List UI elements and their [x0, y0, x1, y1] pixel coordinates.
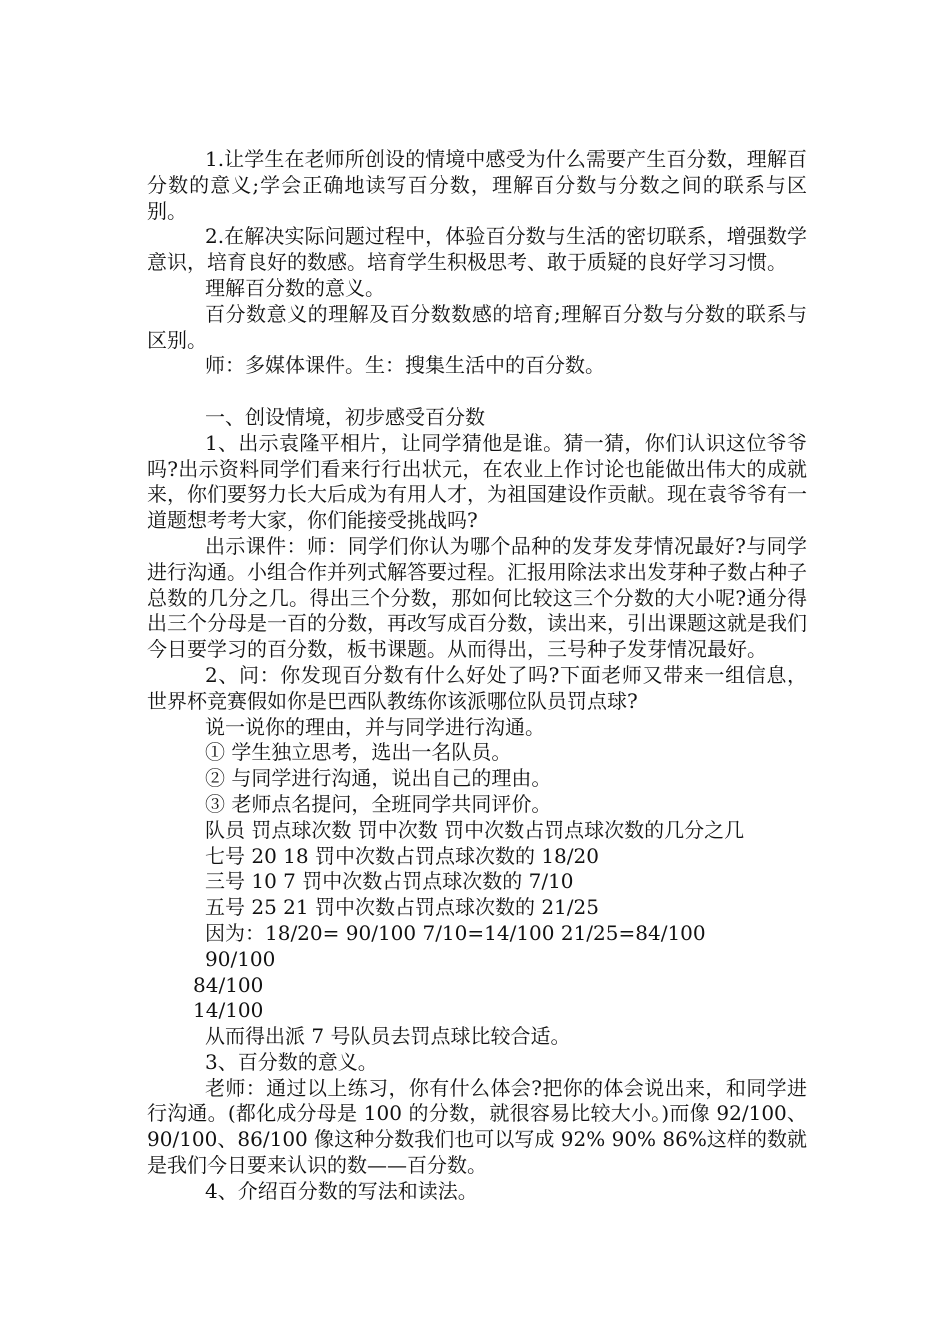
blank-line [147, 379, 807, 405]
because-line: 因为：18/20= 90/100 7/10=14/100 21/25=84/100 [205, 920, 706, 945]
section-3-heading: 3、百分数的意义。 [205, 1049, 378, 1074]
table-row-7: 七号 20 18 罚中次数占罚点球次数的 18/20 [205, 843, 599, 868]
list-item-3: ③ 老师点名提问，全班同学共同评价。 [205, 791, 552, 816]
difficulty-paragraph: 百分数意义的理解及百分数数感的培育;理解百分数与分数的联系与区别。 [147, 301, 807, 352]
fraction-line-1: 90/100 [205, 946, 276, 971]
objective-2-paragraph: 2.在解决实际问题过程中，体验百分数与生活的密切联系，增强数学意识，培育良好的数感。培育学生积极思考、敢于质疑的良好学习习惯。 [147, 224, 807, 275]
step-1-paragraph: 1、出示袁隆平相片，让同学猜他是谁。猜一猜，你们认识这位爷爷吗?出示资料同学们看来行行出状元，在农业上作讨论也能做出伟大的成就来，你们要努力长大后成为有用人才，为祖国建设作贡献。现在袁爷爷有一道题想考考大家，你们能接受挑战吗? [147, 430, 807, 533]
table-row-3: 三号 10 7 罚中次数占罚点球次数的 7/10 [205, 869, 574, 894]
conclusion-line: 从而得出派 7 号队员去罚点球比较合适。 [205, 1024, 571, 1049]
preparation-paragraph: 师：多媒体课件。生：搜集生活中的百分数。 [205, 353, 605, 378]
table-header-line: 队员 罚点球次数 罚中次数 罚中次数占罚点球次数的几分之几 [205, 817, 745, 842]
courseware-paragraph: 出示课件：师：同学们你认为哪个品种的发芽发芽情况最好?与同学进行沟通。小组合作并列式解答要过程。汇报用除法求出发芽种子数占种子总数的几分之几。得出三个分数，那如何比较这三个分数的大小呢?通分得出三个分母是一百的分数，再改写成百分数，读出来，引出课题这就是我们今日要学习的百分数，板书课题。从而得出，三号种子发芽情况最好。 [147, 533, 807, 662]
objective-1-paragraph: 1.让学生在老师所创设的情境中感受为什么需要产生百分数，理解百分数的意义;学会正确地读写百分数，理解百分数与分数之间的联系与区别。 [147, 147, 807, 223]
fraction-line-2: 84/100 [193, 972, 264, 997]
list-item-2: ② 与同学进行沟通，说出自己的理由。 [205, 766, 552, 791]
section-4-heading: 4、介绍百分数的写法和读法。 [205, 1178, 478, 1203]
key-point-paragraph: 理解百分数的意义。 [205, 275, 385, 300]
table-row-5: 五号 25 21 罚中次数占罚点球次数的 21/25 [205, 895, 599, 920]
document-body [147, 147, 807, 1205]
section-heading-1: 一、创设情境，初步感受百分数 [205, 404, 485, 429]
teacher-paragraph: 老师：通过以上练习，你有什么体会?把你的体会说出来，和同学进行沟通。(都化成分母是 100 的分数，就很容易比较大小。)而像 92/100、90/100、86/100 像这种分数我们也可以写成 92% 90% 86%这样的数就是我们今日要来认识的数——百分数。 [147, 1075, 807, 1178]
list-item-1: ① 学生独立思考，选出一名队员。 [205, 740, 512, 765]
discuss-line: 说一说你的理由，并与同学进行沟通。 [205, 714, 545, 739]
step-2-paragraph: 2、问：你发现百分数有什么好处了吗?下面老师又带来一组信息，世界杯竞赛假如你是巴西队教练你该派哪位队员罚点球? [147, 662, 807, 713]
fraction-line-3: 14/100 [193, 998, 264, 1023]
